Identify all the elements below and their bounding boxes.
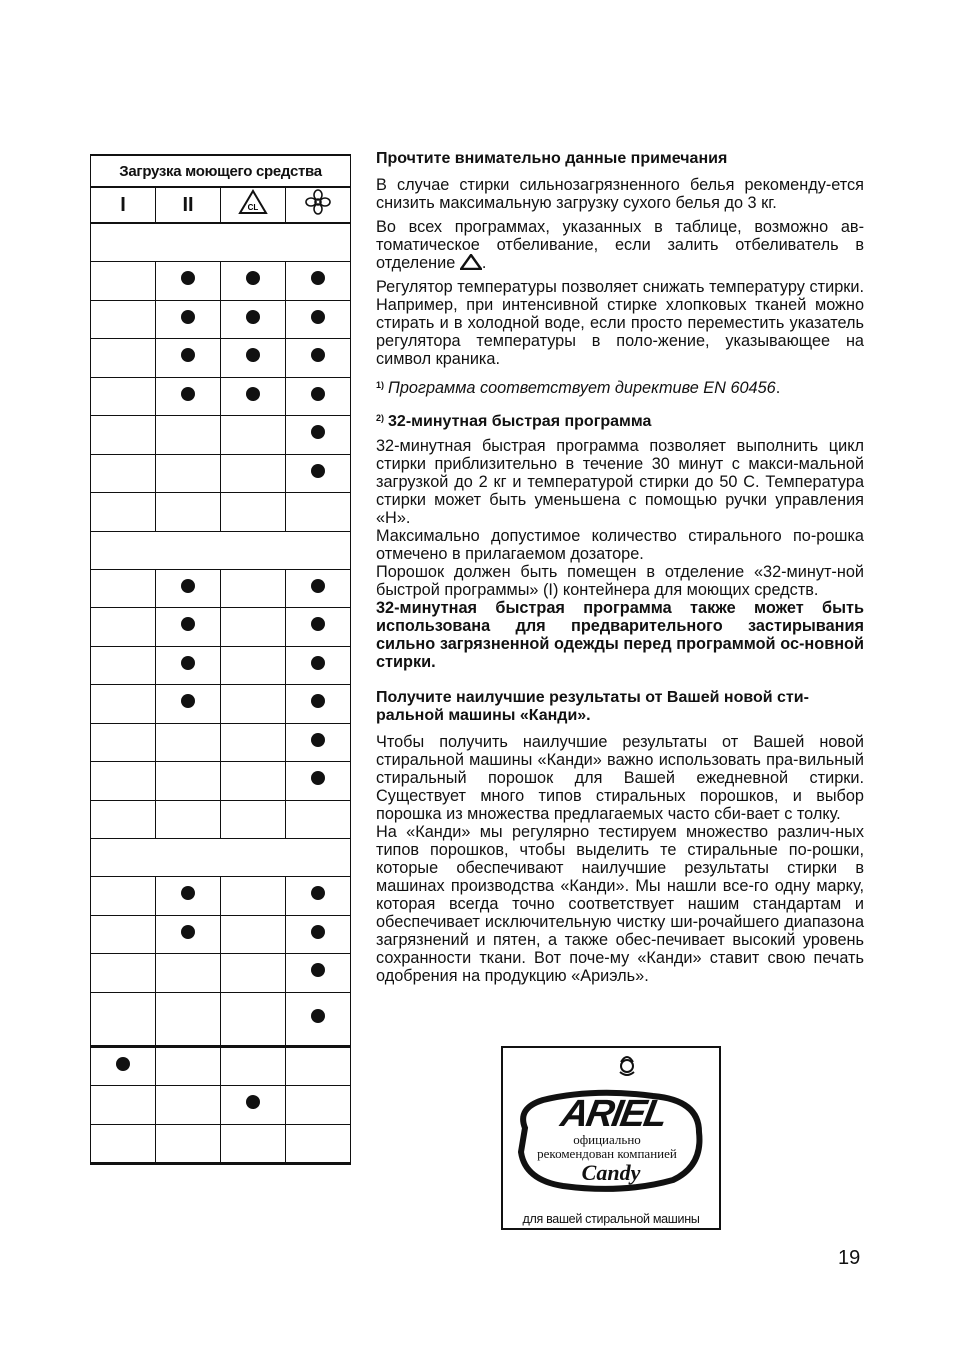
table-cell	[91, 954, 156, 993]
table-row	[91, 569, 351, 608]
table-cell	[286, 992, 351, 1046]
dot-marker	[181, 271, 195, 285]
badge-footer-text: для вашей стиральной машины	[522, 1212, 700, 1226]
table-row	[91, 992, 351, 1046]
notes-paragraph-3: Регулятор температуры позволяет снижать температуру стирки. Например, при интенсивной стирке хлопковых тканей можно стирать и в холодной воде, если просто переместить указатель регулятора температуры в поло-жение, указывающее на символ краника.	[376, 278, 864, 368]
dot-marker	[311, 310, 325, 324]
table-cell	[221, 800, 286, 839]
table-cell	[91, 915, 156, 954]
table-row	[91, 877, 351, 916]
table-cell	[156, 1046, 221, 1086]
dot-marker	[181, 886, 195, 900]
dot-marker	[181, 656, 195, 670]
table-cell	[156, 377, 221, 416]
dot-marker	[311, 348, 325, 362]
table-cell	[221, 1124, 286, 1164]
dot-marker	[181, 310, 195, 324]
column-header-i: I	[91, 187, 156, 223]
table-cell	[286, 377, 351, 416]
table-cell	[156, 454, 221, 493]
table-row	[91, 1046, 351, 1086]
table-cell	[91, 377, 156, 416]
table-cell	[221, 569, 286, 608]
dot-marker	[311, 771, 325, 785]
table-cell	[156, 300, 221, 339]
table-row	[91, 1124, 351, 1164]
table-cell	[91, 762, 156, 801]
table-cell	[221, 1046, 286, 1086]
table-row	[91, 377, 351, 416]
table-cell	[286, 262, 351, 301]
table-row	[91, 339, 351, 378]
table-row	[91, 608, 351, 647]
softener-flower-icon	[286, 187, 351, 223]
table-cell	[91, 416, 156, 455]
dot-marker	[181, 925, 195, 939]
table-cell	[156, 569, 221, 608]
table-cell	[221, 646, 286, 685]
table-cell	[156, 992, 221, 1046]
dot-marker	[311, 579, 325, 593]
table-cell	[286, 416, 351, 455]
table-cell	[91, 262, 156, 301]
section-cell	[91, 531, 351, 569]
ariel-approval-badge	[501, 1046, 721, 1230]
table-cell	[91, 877, 156, 916]
dot-marker	[181, 348, 195, 362]
table-cell	[91, 685, 156, 724]
table-cell	[286, 608, 351, 647]
dot-marker	[311, 963, 325, 977]
table-row	[91, 762, 351, 801]
table-section-row	[91, 839, 351, 877]
svg-text:CL: CL	[247, 203, 259, 212]
table-cell	[221, 915, 286, 954]
table-cell	[286, 915, 351, 954]
dot-marker	[311, 464, 325, 478]
table-cell	[91, 300, 156, 339]
table-cell	[286, 1086, 351, 1125]
dot-marker	[311, 925, 325, 939]
dot-marker	[246, 387, 260, 401]
svg-text:рекомендован компанией: рекомендован компанией	[537, 1146, 677, 1161]
table-cell	[91, 569, 156, 608]
table-cell	[221, 493, 286, 532]
table-title: Загрузка моющего средства	[91, 155, 351, 187]
table-cell	[221, 954, 286, 993]
dot-marker	[311, 387, 325, 401]
table-cell	[156, 646, 221, 685]
table-cell	[221, 877, 286, 916]
table-cell	[286, 646, 351, 685]
table-cell	[156, 877, 221, 916]
svg-text:Candy: Candy	[581, 1160, 641, 1185]
footnote-2-heading: $^{2)}$ 32-минутная быстрая программа	[376, 413, 652, 430]
quick-program-paragraph-1: 32-минутная быстрая программа позволяет выполнить цикл стирки приблизительно в течение 30 минут с макси-мальной загрузкой до 2 кг и температурой стирки до 50 С. Температура стирки может быть уменьшена с помощью ручки управления «Н».	[376, 437, 864, 527]
section-cell	[91, 223, 351, 262]
table-cell	[156, 339, 221, 378]
table-cell	[221, 1086, 286, 1125]
table-row	[91, 300, 351, 339]
page-number: 19	[838, 1247, 861, 1269]
table-cell	[91, 800, 156, 839]
svg-text:официально: официально	[573, 1132, 641, 1147]
table-cell	[91, 1086, 156, 1125]
bleach-compartment-icon	[460, 254, 482, 270]
table-cell	[221, 300, 286, 339]
dot-marker	[181, 387, 195, 401]
table-cell	[156, 915, 221, 954]
dot-marker	[246, 271, 260, 285]
dot-marker	[181, 579, 195, 593]
table-row	[91, 723, 351, 762]
table-cell	[286, 300, 351, 339]
notes-section	[376, 150, 864, 985]
table-cell	[156, 685, 221, 724]
notes-heading: Прочтите внимательно данные примечания	[376, 150, 728, 167]
table-cell	[156, 1086, 221, 1125]
table-cell	[286, 493, 351, 532]
table-cell	[91, 608, 156, 647]
table-cell	[221, 608, 286, 647]
table-cell	[286, 762, 351, 801]
table-row	[91, 915, 351, 954]
table-cell	[221, 762, 286, 801]
dot-marker	[311, 425, 325, 439]
table-cell	[286, 877, 351, 916]
dot-marker	[311, 271, 325, 285]
table-cell	[91, 493, 156, 532]
dot-marker	[311, 733, 325, 747]
table-cell	[286, 800, 351, 839]
dot-marker	[246, 1095, 260, 1109]
dot-marker	[181, 694, 195, 708]
quick-program-bold-note: 32-минутная быстрая программа также может быть использована для предварительного застирывания сильно загрязненной одежды перед программой ос-новной стирки.	[376, 599, 864, 671]
table-cell	[286, 1124, 351, 1164]
notes-paragraph-2: Во всех программах, указанных в таблице, возможно ав-томатическое отбеливание, если залить отбеливатель в отделение .	[376, 218, 864, 272]
candy-heading: Получите наилучшие результаты от Вашей новой сти-ральной машины «Канди».	[376, 689, 809, 724]
table-row	[91, 646, 351, 685]
table-cell	[221, 339, 286, 378]
quick-program-paragraph-3: Порошок должен быть помещен в отделение «32-минут-ной быстрой программы» (I) контейнера для моющих средств.	[376, 563, 864, 599]
table-cell	[156, 723, 221, 762]
table-cell	[221, 685, 286, 724]
table-cell	[286, 339, 351, 378]
column-header-ii: II	[156, 187, 221, 223]
table-row	[91, 493, 351, 532]
table-cell	[91, 646, 156, 685]
table-row	[91, 685, 351, 724]
table-row	[91, 262, 351, 301]
detergent-table	[90, 154, 351, 1165]
bleach-triangle-icon	[221, 187, 286, 223]
table-row	[91, 800, 351, 839]
dot-marker	[311, 1009, 325, 1023]
dot-marker	[181, 617, 195, 631]
quick-program-paragraph-2: Максимально допустимое количество стирального по-рошка отмечено в прилагаемом дозаторе.	[376, 527, 864, 563]
table-section-row	[91, 531, 351, 569]
table-cell	[156, 493, 221, 532]
table-cell	[91, 992, 156, 1046]
table-cell	[91, 723, 156, 762]
table-row	[91, 416, 351, 455]
notes-paragraph-1: В случае стирки сильнозагрязненного белья рекоменду-ется снизить максимальную загрузку сухого белья до 3 кг.	[376, 176, 864, 212]
table-cell	[221, 416, 286, 455]
section-cell	[91, 839, 351, 877]
dot-marker	[311, 694, 325, 708]
table-cell	[286, 454, 351, 493]
footnote-1: $^{1)}$ Программа соответствует директиве EN 60456.	[376, 379, 781, 397]
table-cell	[156, 262, 221, 301]
table-cell	[221, 454, 286, 493]
table-cell	[91, 454, 156, 493]
table-cell	[286, 954, 351, 993]
table-cell	[156, 954, 221, 993]
table-cell	[221, 992, 286, 1046]
dot-marker	[311, 617, 325, 631]
table-cell	[156, 800, 221, 839]
table-section-row	[91, 223, 351, 262]
table-row	[91, 1086, 351, 1125]
dot-marker	[246, 310, 260, 324]
dot-marker	[311, 656, 325, 670]
table-cell	[221, 377, 286, 416]
table-row	[91, 454, 351, 493]
ariel-logo-icon	[503, 1048, 719, 1208]
svg-text:ARIEL: ARIEL	[557, 1092, 670, 1135]
table-cell	[156, 762, 221, 801]
candy-paragraph-1: Чтобы получить наилучшие результаты от Вашей новой стиральной машины «Канди» важно использовать пра-вильный стиральный порошок для Вашей ежедневной стирки. Существует много типов стиральных порошков, и выбор порошка из множества предлагаемых часто сби-вает с толку.	[376, 733, 864, 823]
table-cell	[91, 1124, 156, 1164]
dot-marker	[246, 348, 260, 362]
table-cell	[156, 608, 221, 647]
table-cell	[91, 1046, 156, 1086]
table-cell	[156, 1124, 221, 1164]
table-cell	[156, 416, 221, 455]
table-cell	[286, 723, 351, 762]
table-cell	[286, 685, 351, 724]
dot-marker	[311, 886, 325, 900]
table-cell	[91, 339, 156, 378]
table-cell	[286, 569, 351, 608]
candy-paragraph-2: На «Канди» мы регулярно тестируем множество различ-ных типов порошков, чтобы выделить те стиральные по-рошки, которые обеспечивают наилучшие результаты стирки в машинах производства «Канди». Мы нашли все-го одну марку, которая всегда точно соответствует нашим стандартам и обеспечивает исключительную чистку ши-рочайшего диапазона загрязнений и пятен, а также обес-печивает высокий уровень сохранности ткани. Вот поче-му «Канди» ставит свою печать одобрения на продукцию «Ариэль».	[376, 823, 864, 985]
dot-marker	[116, 1057, 130, 1071]
table-row	[91, 954, 351, 993]
table-cell	[221, 723, 286, 762]
table-cell	[221, 262, 286, 301]
table-cell	[286, 1046, 351, 1086]
